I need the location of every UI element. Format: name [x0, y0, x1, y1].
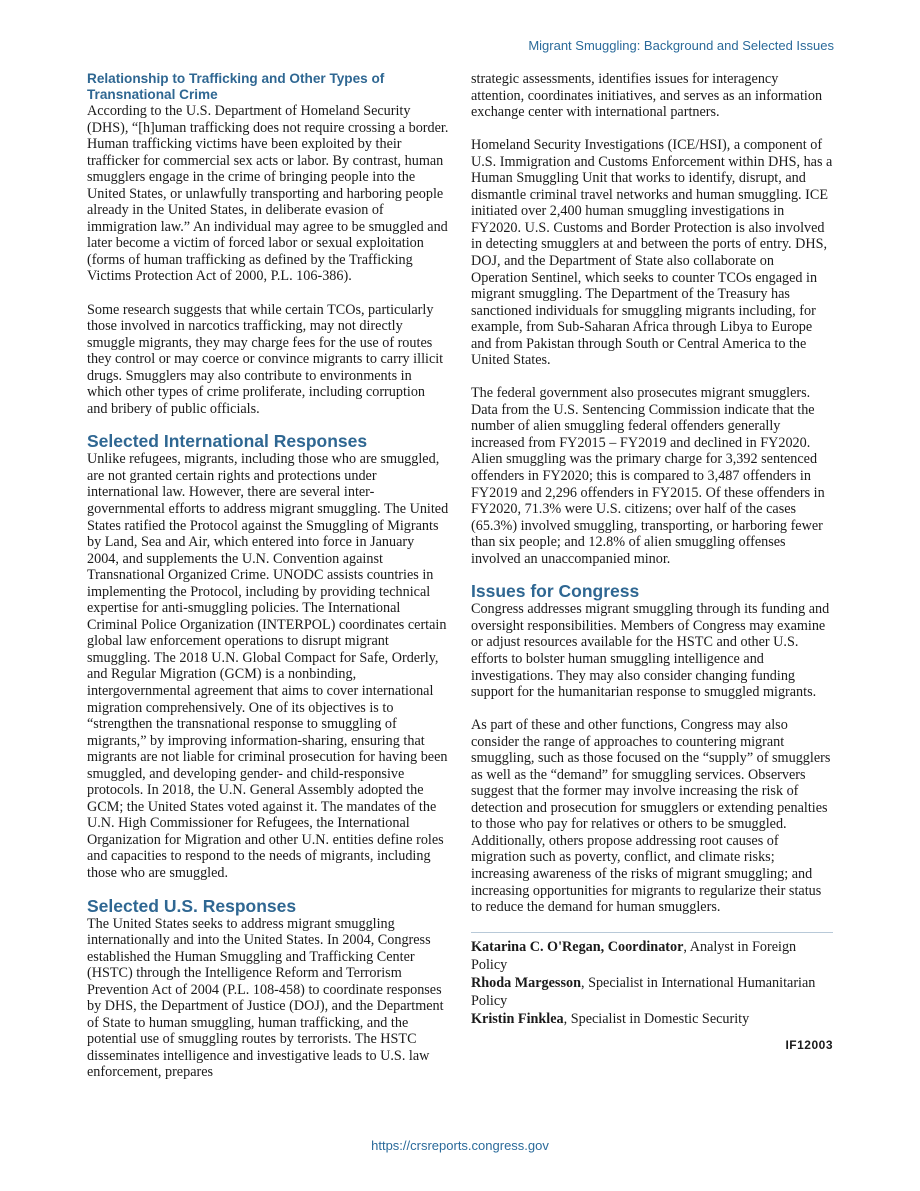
author-name: Kristin Finklea [471, 1010, 564, 1027]
running-header: Migrant Smuggling: Background and Selected Issues [528, 38, 834, 53]
paragraph: Some research suggests that while certain TCOs, particularly those involved in narcotics trafficking, may not directly smuggle migrants, they may charge fees for the use of routes they control or may coerce or convince migrants to carry illicit drugs. Smugglers may also contribute to environments in which other types of crime proliferate, including corruption and bribery of public officials. [87, 301, 444, 417]
right-column [471, 71, 833, 1052]
author-name: Katarina C. O'Regan, Coordinator [471, 938, 684, 955]
report-id: IF12003 [785, 1037, 833, 1052]
author-name: Rhoda Margesson [471, 974, 581, 991]
paragraph: Homeland Security Investigations (ICE/HSI), a component of U.S. Immigration and Customs Enforcement within DHS, has a Human Smuggling Unit that works to identify, disrupt, and dismantle criminal travel networks and human smuggling. ICE initiated over 2,400 human smuggling investigations in FY2020. U.S. Customs and Border Protection is also involved in detecting smugglers at and between the ports of entry. DHS, DOJ, and the Department of State also collaborate on Operation Sentinel, which seeks to counter TCOs engaged in migrant smuggling. The Department of the Treasury has sanctioned individuals for smuggling migrants including, for example, from Sub-Saharan Africa through Libya to Europe and from Pakistan through South or Central America to the United States. [471, 137, 833, 369]
paragraph: As part of these and other functions, Congress may also consider the range of approaches to countering migrant smuggling, such as those focused on the “supply” of smugglers as well as the “demand” for smuggling services. Observers suggest that the former may involve increasing the risk of detection and prosecution for smugglers or extending penalties to those who pay for relatives or others to be smuggled. Additionally, others propose addressing root causes of migration such as poverty, conflict, and climate risks; increasing awareness of the risks of migrant smuggling; and increasing opportunities for migrants to regularize their status to reduce the demand for human smugglers. [471, 717, 831, 916]
paragraph: The federal government also prosecutes migrant smugglers. Data from the U.S. Sentencing Commission indicate that the number of alien smuggling federal offenders generally increased from FY2015 – FY2019 and declined in FY2020. Alien smuggling was the primary charge for 3,392 sentenced offenders in FY2020; this is compared to 3,487 offenders in FY2019 and 2,296 offenders in FY2015. Of these offenders in FY2020, 71.3% were U.S. citizens; over half of the cases (65.3%) involved smuggling, transporting, or harboring fewer than six people; and 12.8% of alien smuggling offenses involved an unaccompanied minor. [471, 385, 825, 567]
author-title: , Specialist in International Humanitarian Policy [471, 974, 816, 1009]
subsection-title-trafficking: Relationship to Trafficking and Other Types of Transnational Crime [87, 71, 385, 102]
paragraph: Unlike refugees, migrants, including those who are smuggled, are not granted certain rights and protections under international law. However, there are several inter-governmental efforts to address migrant smuggling. The United States ratified the Protocol against the Smuggling of Migrants by Land, Sea and Air, which entered into force in January 2004, and supplements the U.N. Convention against Transnational Organized Crime. UNODC assists countries in implementing the Protocol, including by providing technical expertise for anti-smuggling policies. The International Criminal Police Organization (INTERPOL) coordinates certain global law enforcement operations to disrupt migrant smuggling. The 2018 U.N. Global Compact for Safe, Orderly, and Regular Migration (GCM) is a nonbinding, intergovernmental agreement that aims to cover international migration comprehensively. One of its objectives is to “strengthen the transnational response to smuggling of migrants,” by improving information-sharing, ensuring that migrants are not liable for criminal prosecution for having been smuggled, and developing gender- and child-responsive protocols. In 2018, the U.N. General Assembly adopted the GCM; the United States voted against it. The mandates of the U.N. High Commissioner for Refugees, the International Organization for Migration and other U.N. entities define roles and capacities to respond to the needs of migrants, including those who are smuggled. [87, 451, 449, 882]
paragraph: Congress addresses migrant smuggling through its funding and oversight responsibilities. Members of Congress may examine or adjust resources available for the HSTC and other U.S. efforts to bolster human smuggling intelligence and investigations. They may also consider changing funding support for the humanitarian response to smuggled migrants. [471, 601, 830, 701]
paragraph: The United States seeks to address migrant smuggling internationally and into the United States. In 2004, Congress established the Human Smuggling and Trafficking Center (HSTC) through the Intelligence Reform and Terrorism Prevention Act of 2004 (P.L. 108-458) to coordinate responses by DHS, the Department of Justice (DOJ), and the Department of State to human smuggling, human trafficking, and the potential use of smuggling routes by terrorists. The HSTC disseminates intelligence and investigative leads to U.S. law enforcement, prepares [87, 915, 444, 1081]
author-title: , Specialist in Domestic Security [563, 1010, 750, 1027]
author-entry [471, 974, 833, 1010]
footer-url[interactable]: https://crsreports.congress.gov [371, 1138, 549, 1153]
section-title-international: Selected International Responses [87, 431, 368, 452]
section-title-congress: Issues for Congress [471, 581, 640, 602]
section-title-us-responses: Selected U.S. Responses [87, 895, 297, 916]
author-title: , Analyst in Foreign Policy [471, 938, 797, 973]
paragraph: According to the U.S. Department of Homeland Security (DHS), “[h]uman trafficking does not require crossing a border. Human trafficking victims have been exploited by their trafficker for commercial sex acts or labor. By contrast, human smugglers engage in the crime of bringing people into the United States, or unlawfully transporting and harboring people already in the United States, in deliberate evasion of immigration law.” An individual may agree to be smuggled and later become a victim of forced labor or sexual exploitation (forms of human trafficking as defined by the Trafficking Victims Protection Act of 2000, P.L. 106-386). [87, 103, 449, 285]
author-entry [471, 1010, 833, 1028]
paragraph: strategic assessments, identifies issues for interagency attention, coordinates initiatives, and serves as an information exchange center with international partners. [471, 71, 823, 121]
left-column [87, 71, 449, 1081]
author-divider [471, 932, 833, 933]
author-entry [471, 938, 833, 974]
